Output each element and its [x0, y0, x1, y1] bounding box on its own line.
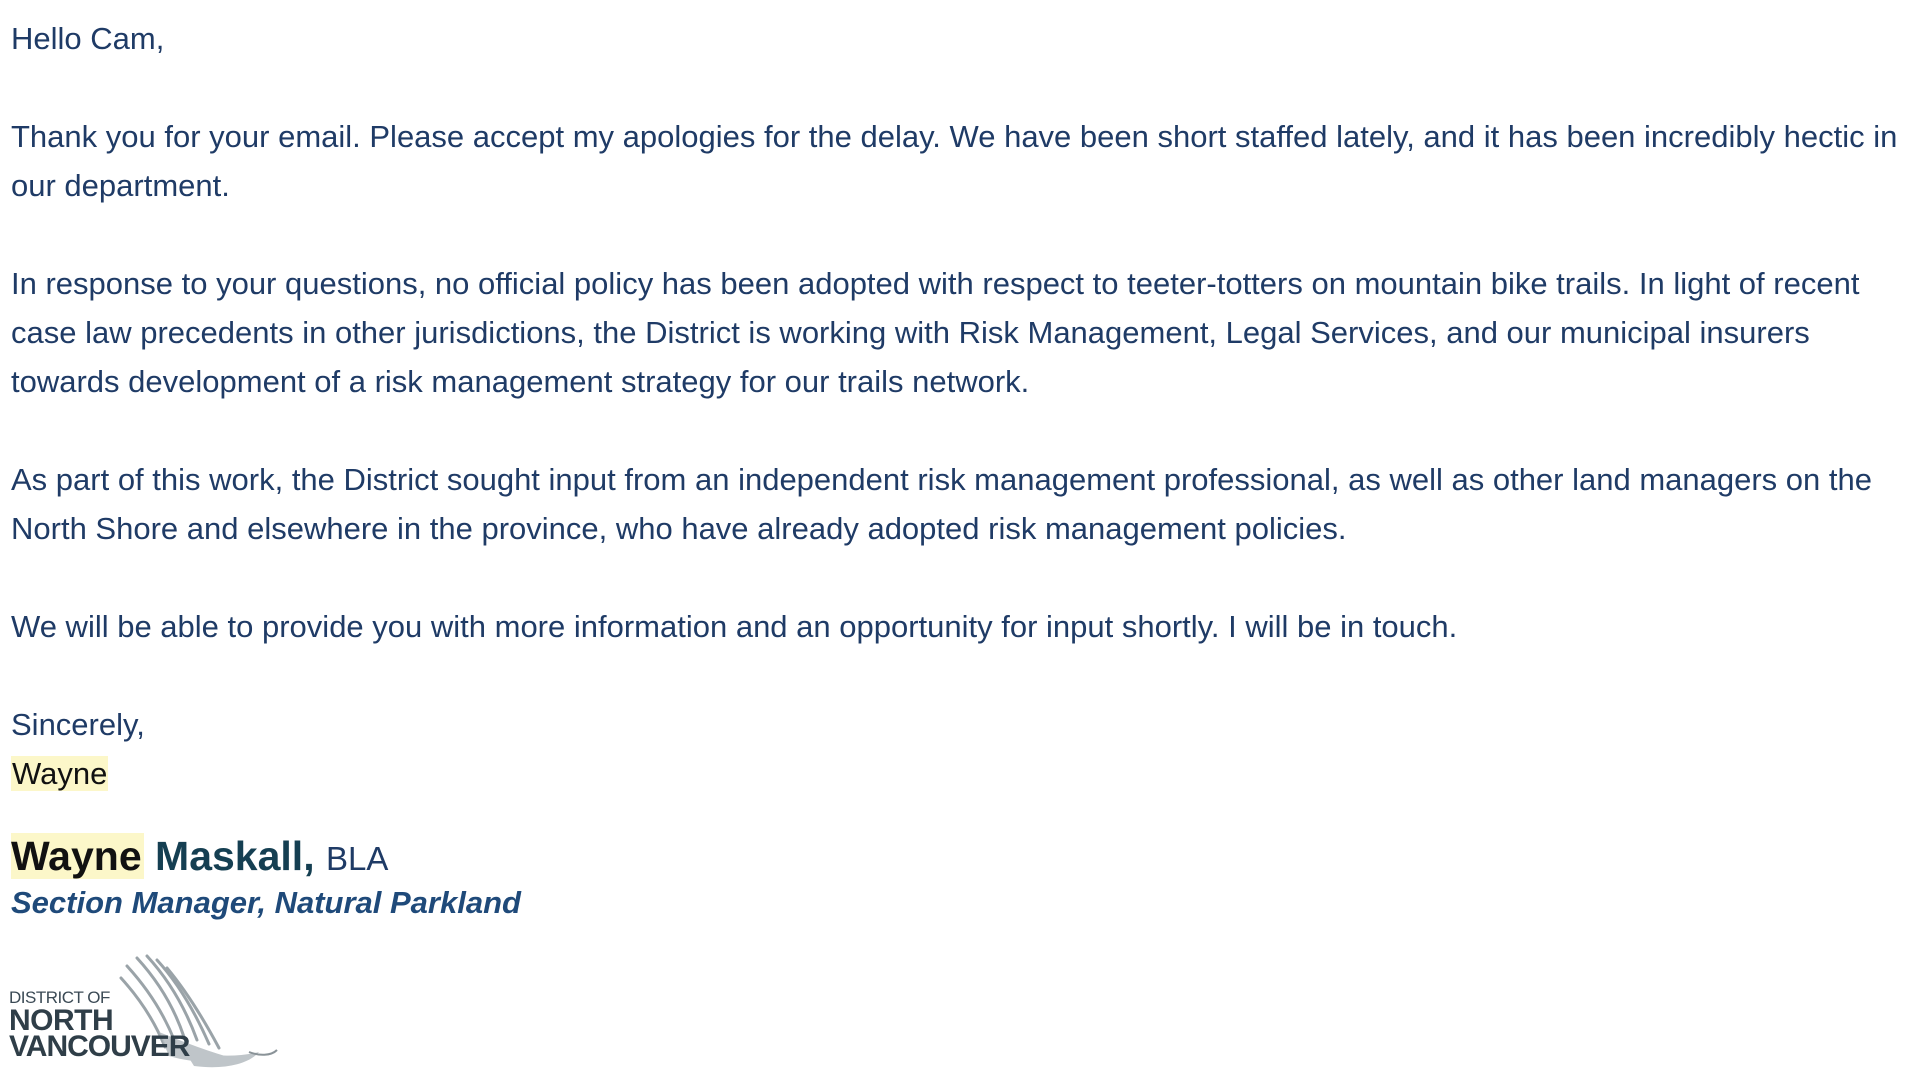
paragraph-policy: In response to your questions, no official policy has been adopted with respect to teeter-totters on mountain bike trails. In light of recent case law precedents in other jurisdictions, the District is working with Risk Management, Legal Services, and our municipal insurers towards development of a risk management strategy for our trails network. [11, 266, 1860, 399]
district-logo [9, 952, 279, 1074]
paragraph-input: As part of this work, the District sought input from an independent risk management professional, as well as other land managers on the North Shore and elsewhere in the province, who have already adopted risk management policies. [11, 462, 1872, 546]
logo-line-north: NORTH [9, 1004, 114, 1037]
signature-credential: BLA [326, 840, 389, 877]
sign-name: Wayne [12, 756, 108, 791]
email-signature [11, 830, 911, 921]
signature-last-name: Maskall, [155, 833, 315, 879]
signature-first-name: Wayne [11, 833, 142, 879]
signature-title: Section Manager, Natural Parkland [11, 885, 521, 920]
paragraph-followup: We will be able to provide you with more information and an opportunity for input shortly. I will be in touch. [11, 609, 1458, 644]
email-body [11, 14, 1906, 798]
logo-line-district-of: DISTRICT OF [9, 988, 110, 1007]
signature-name-line [11, 830, 911, 885]
closing: Sincerely, [11, 707, 145, 742]
paragraph-apology: Thank you for your email. Please accept my apologies for the delay. We have been short staffed lately, and it has been incredibly hectic in our department. [11, 119, 1898, 203]
logo-line-vancouver: VANCOUVER [9, 1030, 190, 1063]
sign-name-line [11, 749, 1906, 798]
greeting: Hello Cam, [11, 21, 165, 56]
